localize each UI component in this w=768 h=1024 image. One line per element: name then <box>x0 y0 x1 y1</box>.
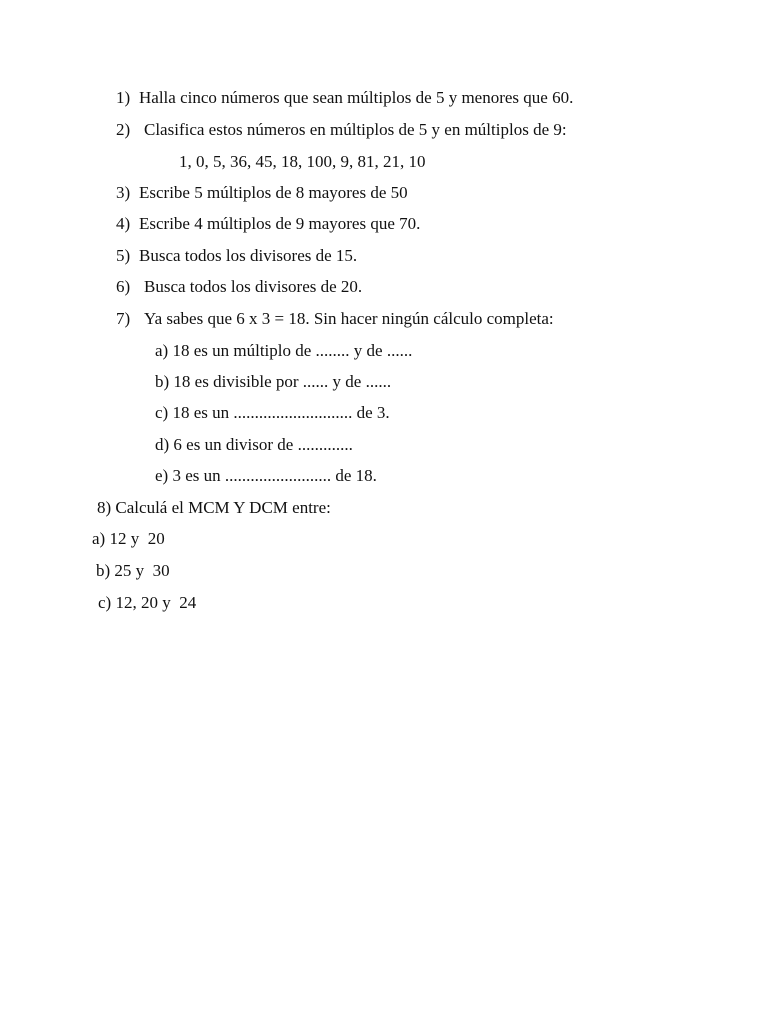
exercise-2-text: Clasifica estos números en múltiplos de 5 y en múltiplos de 9: <box>144 120 567 139</box>
sub-item-b: b) 18 es divisible por ...... y de ...... <box>155 372 392 391</box>
sub-item-d: d) 6 es un divisor de ............. <box>155 435 353 454</box>
sub-item-a: a) 18 es un múltiplo de ........ y de ...... <box>155 341 413 360</box>
exercise-6-number: 6) <box>116 277 131 296</box>
exercise-1-text: Halla cinco números que sean múltiplos de 5 y menores que 60. <box>139 88 574 107</box>
exercise-8-item-a: a) 12 y 20 <box>92 529 165 548</box>
exercise-8-item-b: b) 25 y 30 <box>96 561 170 580</box>
sub-item-c: c) 18 es un ............................ de 3. <box>155 403 390 422</box>
exercise-5-text: Busca todos los divisores de 15. <box>139 246 358 265</box>
exercise-3-text: Escribe 5 múltiplos de 8 mayores de 50 <box>139 183 408 202</box>
exercise-4-text: Escribe 4 múltiplos de 9 mayores que 70. <box>139 214 421 233</box>
exercise-6-text: Busca todos los divisores de 20. <box>144 277 363 296</box>
exercise-8-item-c: c) 12, 20 y 24 <box>98 593 197 612</box>
exercise-7-text: Ya sabes que 6 x 3 = 18. Sin hacer ningún cálculo completa: <box>144 309 554 328</box>
exercise-3-number: 3) <box>116 183 131 202</box>
sub-item-e: e) 3 es un ......................... de 18. <box>155 466 377 485</box>
exercise-1-number: 1) <box>116 88 131 107</box>
number-list: 1, 0, 5, 36, 45, 18, 100, 9, 81, 21, 10 <box>179 152 426 171</box>
exercise-4-number: 4) <box>116 214 131 233</box>
exercise-7-number: 7) <box>116 309 131 328</box>
exercise-5-number: 5) <box>116 246 131 265</box>
exercise-8-title: 8) Calculá el MCM Y DCM entre: <box>97 498 331 517</box>
exercise-2-number: 2) <box>116 120 131 139</box>
